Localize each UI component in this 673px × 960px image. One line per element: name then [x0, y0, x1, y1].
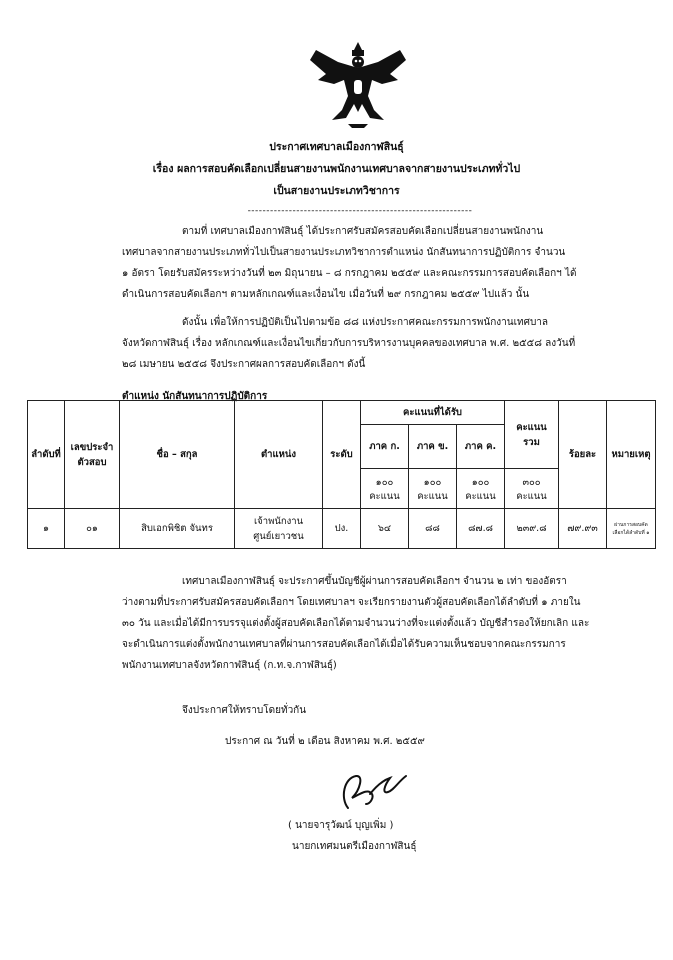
date-line: ประกาศ ณ วันที่ ๒ เดือน สิงหาคม พ.ศ. ๒๕๕๙ [225, 736, 425, 747]
header-exam-no: เลขประจำตัวสอบ [65, 401, 120, 509]
intro-line: เทศบาลจากสายงานประเภททั่วไปเป็นสายงานประเภทวิชาการตำแหน่ง นักสันทนาการปฏิบัติการ จำนวน [122, 247, 566, 258]
document-subject-line-1: เรื่อง ผลการสอบคัดเลือกเปลี่ยนสายงานพนักงานเทศบาลจากสายงานประเภททั่วไป [152, 163, 521, 175]
announce-line: จึงประกาศให้ทราบโดยทั่วกัน [182, 705, 307, 716]
intro-line: ตามที่ เทศบาลเมืองกาฬสินธุ์ ได้ประกาศรับสมัครสอบคัดเลือกเปลี่ยนสายงานพนักงาน [182, 226, 544, 237]
basis-line: ๒๘ เมษายน ๒๕๕๘ จึงประกาศผลการสอบคัดเลือกฯ ดังนี้ [122, 359, 366, 370]
closing-line: พนักงานเทศบาลจังหวัดกาฬสินธุ์ (ก.ท.จ.กาฬสินธุ์) [122, 660, 337, 671]
basis-line: จังหวัดกาฬสินธุ์ เรื่อง หลักเกณฑ์และเงื่อนไขเกี่ยวกับการบริหารงานบุคคลของเทศบาล พ.ศ. ๒๕๕๘ ลงวันที่ [122, 338, 576, 349]
header-divider: ------------------------------------------------------------ [247, 206, 473, 216]
basis-line: ดังนั้น เพื่อให้การปฏิบัติเป็นไปตามข้อ ๘๘ แห่งประกาศคณะกรรมการพนักงานเทศบาล [182, 317, 549, 328]
max-part-c: ๑๐๐ คะแนน [457, 469, 505, 509]
table-caption: ตำแหน่ง นักสันทนาการปฏิบัติการ [122, 391, 268, 402]
row-total: ๒๓๙.๘ [505, 509, 559, 549]
row-level: ปง. [323, 509, 361, 549]
table-row [28, 509, 656, 549]
header-scores: คะแนนที่ได้รับ [361, 401, 505, 425]
row-position: เจ้าพนักงานศูนย์เยาวชน [235, 509, 323, 549]
header-position: ตำแหน่ง [235, 401, 323, 509]
row-seq: ๑ [28, 509, 65, 549]
document-subject-line-2: เป็นสายงานประเภทวิชาการ [273, 185, 400, 197]
result-table [27, 400, 656, 549]
closing-line: จะดำเนินการแต่งตั้งพนักงานเทศบาลที่ผ่านการสอบคัดเลือกได้เมื่อได้รับความเห็นชอบจากคณะกรรมการ [122, 639, 566, 650]
row-exam-no: ๐๑ [65, 509, 120, 549]
header-seq: ลำดับที่ [28, 401, 65, 509]
header-part-c: ภาค ค. [457, 425, 505, 469]
signature-icon [330, 768, 410, 816]
garuda-emblem-icon [308, 40, 408, 128]
row-part-b: ๘๘ [409, 509, 457, 549]
row-part-a: ๖๔ [361, 509, 409, 549]
max-total: ๓๐๐ คะแนน [505, 469, 559, 509]
signatory-name: ( นายจารุวัฒน์ บุญเพิ่ม ) [288, 820, 394, 831]
closing-line: เทศบาลเมืองกาฬสินธุ์ จะประกาศขึ้นบัญชีผู้ผ่านการสอบคัดเลือกฯ จำนวน ๒ เท่า ของอัตรา [182, 576, 567, 587]
header-part-a: ภาค ก. [361, 425, 409, 469]
intro-line: ดำเนินการสอบคัดเลือกฯ ตามหลักเกณฑ์และเงื่อนไข เมื่อวันที่ ๒๙ กรกฎาคม ๒๕๕๙ ไปแล้ว นั้น [122, 289, 530, 300]
row-part-c: ๘๗.๘ [457, 509, 505, 549]
header-percent: ร้อยละ [559, 401, 607, 509]
header-level: ระดับ [323, 401, 361, 509]
intro-paragraph [122, 221, 649, 305]
header-part-b: ภาค ข. [409, 425, 457, 469]
max-part-b: ๑๐๐ คะแนน [409, 469, 457, 509]
closing-line: ว่างตามที่ประกาศรับสมัครสอบคัดเลือกฯ โดยเทศบาลฯ จะเรียกรายงานตัวผู้สอบคัดเลือกได้ลำดับที่ ๑ ภายใน [122, 597, 581, 608]
header-note: หมายเหตุ [607, 401, 656, 509]
max-part-a: ๑๐๐ คะแนน [361, 469, 409, 509]
document-org: ประกาศเทศบาลเมืองกาฬสินธุ์ [269, 141, 404, 153]
closing-paragraph [122, 571, 649, 676]
closing-line: ๓๐ วัน และเมื่อได้มีการบรรจุแต่งตั้งผู้สอบคัดเลือกได้ตามจำนวนว่างที่จะแต่งตั้งแล้ว บัญชีสำรองให้ยกเลิก และ [122, 618, 590, 629]
intro-line: ๑ อัตรา โดยรับสมัครระหว่างวันที่ ๒๓ มิถุนายน – ๘ กรกฎาคม ๒๕๕๙ และคณะกรรมการสอบคัดเลือกฯ ได้ [122, 268, 577, 279]
row-percent: ๗๙.๙๓ [559, 509, 607, 549]
row-note: ผ่านการสอบคัดเลือกได้ลำดับที่ ๑ [607, 509, 656, 549]
header-total: คะแนนรวม [505, 401, 559, 469]
signatory-title: นายกเทศมนตรีเมืองกาฬสินธุ์ [292, 841, 417, 852]
basis-paragraph [122, 312, 649, 375]
row-name: สิบเอกพิชิต จันทร [120, 509, 235, 549]
header-name: ชื่อ – สกุล [120, 401, 235, 509]
